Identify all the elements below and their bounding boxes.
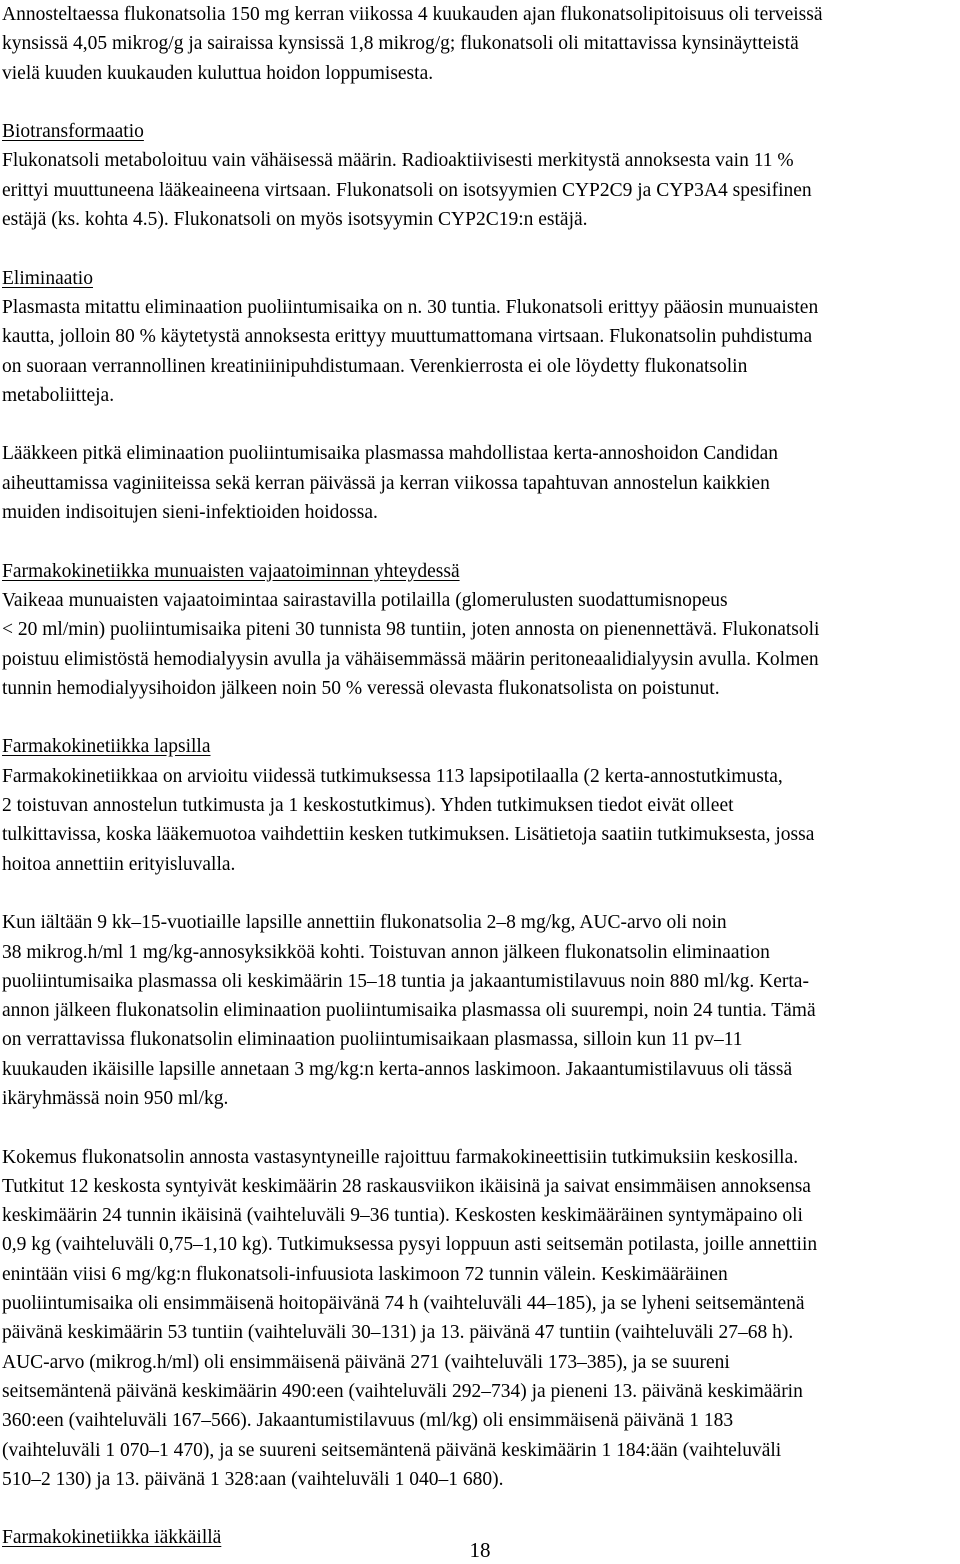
paragraph (2, 293, 942, 410)
text-line: puoliintumisaika plasmassa oli keskimäärin 15–18 tuntia ja jakaantumistilavuus noin 880 ml/kg. Kerta- (2, 970, 809, 992)
text-line: muiden indisoitujen sieni-infektioiden hoidossa. (2, 502, 378, 524)
paragraph (2, 146, 942, 234)
paragraph-gap (2, 88, 942, 117)
paragraph (2, 0, 942, 88)
text-line: päivänä keskimäärin 53 tuntiin (vaihteluväli 30–131) ja 13. päivänä 47 tuntiin (vaihteluväli 27–68 h). (2, 1322, 794, 1344)
paragraph (2, 762, 942, 879)
paragraph (2, 1143, 942, 1495)
heading-text: Eliminaatio (2, 267, 93, 289)
text-line: 510–2 130) ja 13. päivänä 1 328:aan (vaihteluväli 1 040–1 680). (2, 1468, 504, 1490)
text-line: Flukonatsoli metaboloituu vain vähäisessä määrin. Radioaktiivisesti merkitystä annoksesta vain 11 % (2, 150, 794, 172)
text-line: AUC-arvo (mikrog.h/ml) oli ensimmäisenä päivänä 271 (vaihteluväli 173–385), ja se suureni (2, 1351, 730, 1373)
text-line: 38 mikrog.h/ml 1 mg/kg-annosyksikköä kohti. Toistuvan annon jälkeen flukonatsolin eliminaation (2, 941, 770, 963)
section-heading (2, 732, 942, 761)
text-line: tunnin hemodialyysihoidon jälkeen noin 50 % veressä olevasta flukonatsolista on poistunut. (2, 677, 720, 699)
paragraph-gap (2, 703, 942, 732)
text-line: Tutkitut 12 keskosta syntyivät keskimäärin 28 raskausviikon ikäisinä ja saivat ensimmäisen annoksensa (2, 1175, 811, 1197)
text-line: hoitoa annettiin erityisluvalla. (2, 853, 236, 875)
paragraph-gap (2, 879, 942, 908)
text-line: 360:een (vaihteluväli 167–566). Jakaantumistilavuus (ml/kg) oli ensimmäisenä päivänä 1 183 (2, 1410, 734, 1432)
text-line: seitsemäntenä päivänä keskimäärin 490:een (vaihteluväli 292–734) ja pieneni 13. päivänä keskimäärin (2, 1380, 803, 1402)
text-line: on suoraan verrannollinen kreatiniinipuhdistumaan. Verenkierrosta ei ole löydetty flukonatsolin (2, 355, 748, 377)
heading-text: Biotransformaatio (2, 121, 144, 143)
heading-text: Farmakokinetiikka munuaisten vajaatoiminnan yhteydessä (2, 560, 460, 582)
paragraph-gap (2, 1113, 942, 1142)
heading-text: Farmakokinetiikka lapsilla (2, 736, 211, 758)
heading-text: Farmakokinetiikka iäkkäillä (2, 1527, 222, 1549)
text-line: kuukauden ikäisille lapsille annetaan 3 mg/kg:n kerta-annos laskimoon. Jakaantumistilavuus oli tässä (2, 1058, 793, 1080)
text-line: 0,9 kg (vaihteluväli 0,75–1,10 kg). Tutkimuksessa pysyi loppuun asti seitsemän potilasta, joille annettiin (2, 1234, 818, 1256)
text-line: < 20 ml/min) puoliintumisaika piteni 30 tunnista 98 tuntiin, joten annosta on pienennettävä. Flukonatsoli (2, 619, 820, 641)
paragraph-gap (2, 527, 942, 556)
text-line: poistuu elimistöstä hemodialyysin avulla ja vähäisemmässä määrin peritoneaalidialyysin avulla. Kolmen (2, 648, 819, 670)
text-line: keskimäärin 24 tunnin ikäisinä (vaihteluväli 9–36 tuntia). Keskosten keskimääräinen syntymäpaino oli (2, 1205, 803, 1227)
section-heading (2, 117, 942, 146)
text-line: Kokemus flukonatsolin annosta vastasyntyneille rajoittuu farmakokineettisiin tutkimuksiin keskosilla. (2, 1146, 799, 1168)
paragraph-gap (2, 410, 942, 439)
text-line: tulkittavissa, koska lääkemuotoa vaihdettiin kesken tutkimuksen. Lisätietoja saatiin tutkimuksesta, jossa (2, 824, 815, 846)
paragraph (2, 586, 942, 703)
text-line: kynsissä 4,05 mikrog/g ja sairaissa kynsissä 1,8 mikrog/g; flukonatsoli oli mitattavissa kynsinäytteistä (2, 33, 799, 55)
paragraph (2, 439, 942, 527)
paragraph (2, 908, 942, 1113)
text-line: Lääkkeen pitkä eliminaation puoliintumisaika plasmassa mahdollistaa kerta-annoshoidon Candidan (2, 443, 779, 465)
text-line: enintään viisi 6 mg/kg:n flukonatsoli-infuusiota laskimoon 72 tunnin välein. Keskimääräinen (2, 1263, 728, 1285)
text-line: on verrattavissa flukonatsolin eliminaation puoliintumisaikaan plasmassa, silloin kun 11 pv–11 (2, 1029, 743, 1051)
text-line: Annosteltaessa flukonatsolia 150 mg kerran viikossa 4 kuukauden ajan flukonatsolipitoisuus oli terveissä (2, 4, 823, 25)
text-line: Vaikeaa munuaisten vajaatoimintaa sairastavilla potilailla (glomerulusten suodattumisnopeus (2, 589, 728, 611)
text-line: vielä kuuden kuukauden kuluttua hoidon loppumisesta. (2, 62, 434, 84)
document-body (2, 0, 942, 1553)
text-line: puoliintumisaika oli ensimmäisenä hoitopäivänä 74 h (vaihteluväli 44–185), ja se lyheni seitsemäntenä (2, 1293, 805, 1315)
page-number: 18 (469, 1538, 491, 1562)
text-line: estäjä (ks. kohta 4.5). Flukonatsoli on myös isotsyymin CYP2C19:n estäjä. (2, 209, 588, 231)
paragraph-gap (2, 234, 942, 263)
text-line: Plasmasta mitattu eliminaation puoliintumisaika on n. 30 tuntia. Flukonatsoli erittyy pääosin munuaisten (2, 296, 819, 318)
text-line: Kun iältään 9 kk–15-vuotiaille lapsille annettiin flukonatsolia 2–8 mg/kg, AUC-arvo oli noin (2, 912, 727, 934)
section-heading (2, 557, 942, 586)
text-line: Farmakokinetiikkaa on arvioitu viidessä tutkimuksessa 113 lapsipotilaalla (2 kerta-annostutkimusta, (2, 765, 783, 787)
text-line: erittyi muuttuneena lääkeaineena virtsaan. Flukonatsoli on isotsyymien CYP2C9 ja CYP3A4 spesifinen (2, 179, 812, 201)
text-line: (vaihteluväli 1 070–1 470), ja se suureni seitsemäntenä päivänä keskimäärin 1 184:ään (vaihteluväli (2, 1439, 782, 1461)
text-line: kautta, jolloin 80 % käytetystä annoksesta erittyy muuttumattomana virtsaan. Flukonatsolin puhdistuma (2, 326, 813, 348)
text-line: aiheuttamissa vaginiiteissa sekä kerran päivässä ja kerran viikossa tapahtuvan annostelun kaikkien (2, 472, 770, 494)
section-heading (2, 264, 942, 293)
text-line: metaboliitteja. (2, 384, 115, 406)
text-line: ikäryhmässä noin 950 ml/kg. (2, 1087, 229, 1109)
text-line: annon jälkeen flukonatsolin eliminaation puoliintumisaika plasmassa oli suurempi, noin 24 tuntia. Tämä (2, 1000, 816, 1022)
text-line: 2 toistuvan annostelun tutkimusta ja 1 keskostutkimus). Yhden tutkimuksen tiedot eivät olleet (2, 795, 734, 817)
paragraph-gap (2, 1494, 942, 1523)
